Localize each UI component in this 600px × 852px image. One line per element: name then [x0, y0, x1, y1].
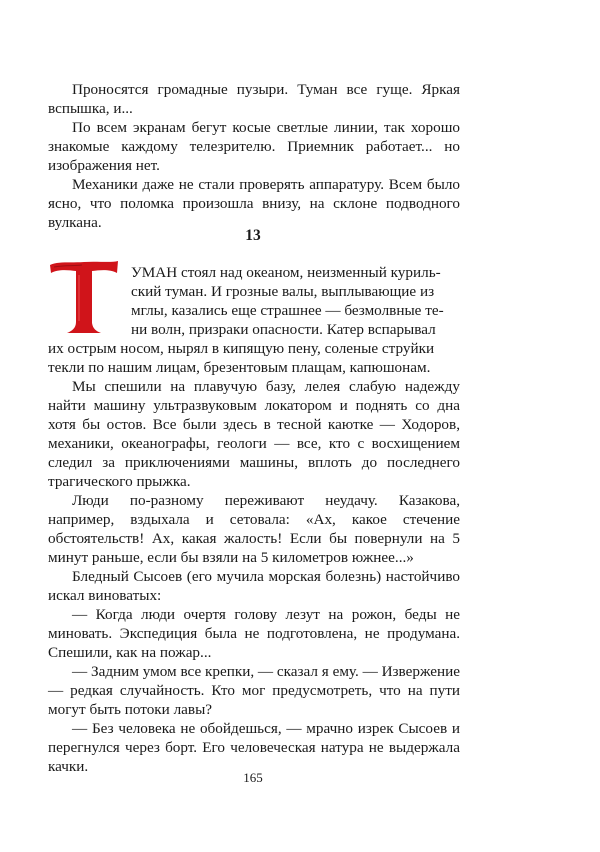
paragraph: Мы спешили на плавучую базу, лелея слабую надежду найти машину ультразвуковым локатором и поднять со дна хотя бы остов. Все были здесь в тесной каютке — Ходоров, механики, океанографы, геологи — все, кто с восхищением следил за приключениями машины, вплоть до последнего трагического прыжка. — [48, 378, 460, 490]
paragraph: Бледный Сысоев (его мучила морская болезнь) настойчиво искал виноватых: — [48, 568, 460, 604]
drop-cap-text — [48, 335, 49, 336]
paragraph: Люди по-разному переживают неудачу. Казакова, например, вздыхала и сетовала: «Ах, какое стечение обстоятельств! Ах, какая жалость! Если бы повернули на 5 минут раньше, если бы взяли на 5 километров южнее...» — [48, 492, 460, 566]
text-line: их острым носом, нырял в кипящую пену, соленые струйки — [48, 340, 435, 357]
text-line: мглы, казались еще страшнее — безмолвные те- — [131, 302, 444, 319]
dropcap-paragraph-end — [48, 339, 460, 377]
paragraph: — Задним умом все крепки, — сказал я ему. — Извержение — редкая случайность. Кто мог предусмотреть, что на пути могут быть потоки лавы? — [48, 663, 460, 718]
text-line: УМАН стоял над океаном, неизменный куриль- — [131, 264, 441, 281]
body-text-block — [48, 377, 460, 776]
chapter-number: 13 — [245, 227, 261, 244]
text-line: текли по нашим лицам, брезентовым плащам, капюшонам. — [48, 359, 431, 376]
text-line: ни волн, призраки опасности. Катер вспарывал — [131, 321, 436, 338]
dropcap-paragraph-start — [131, 263, 460, 339]
paragraph: По всем экранам бегут косые светлые линии, так хорошо знакомые каждому телезрителю. Приемник работает... но изображения нет. — [48, 119, 460, 174]
text-line: ский туман. И грозные валы, выплывающие из — [131, 283, 435, 300]
paragraph: Проносятся громадные пузыри. Туман все гуще. Яркая вспышка, и... — [48, 81, 460, 117]
top-text-block — [48, 80, 460, 232]
paragraph: Механики даже не стали проверять аппаратуру. Всем было ясно, что поломка произошла внизу, на склоне подводного вулкана. — [48, 176, 460, 231]
paragraph: — Когда люди очертя голову лезут на рожон, беды не миновать. Экспедиция была не подготовлена, не продумана. Спешили, как на пожар... — [48, 606, 460, 661]
paragraph: — Без человека не обойдешься, — мрачно изрек Сысоев и перегнулся через борт. Его человеческая натура не выдержала качки. — [48, 720, 460, 775]
drop-cap-letter-icon — [48, 259, 120, 335]
drop-cap — [48, 259, 120, 335]
page-number: 165 — [243, 770, 263, 785]
